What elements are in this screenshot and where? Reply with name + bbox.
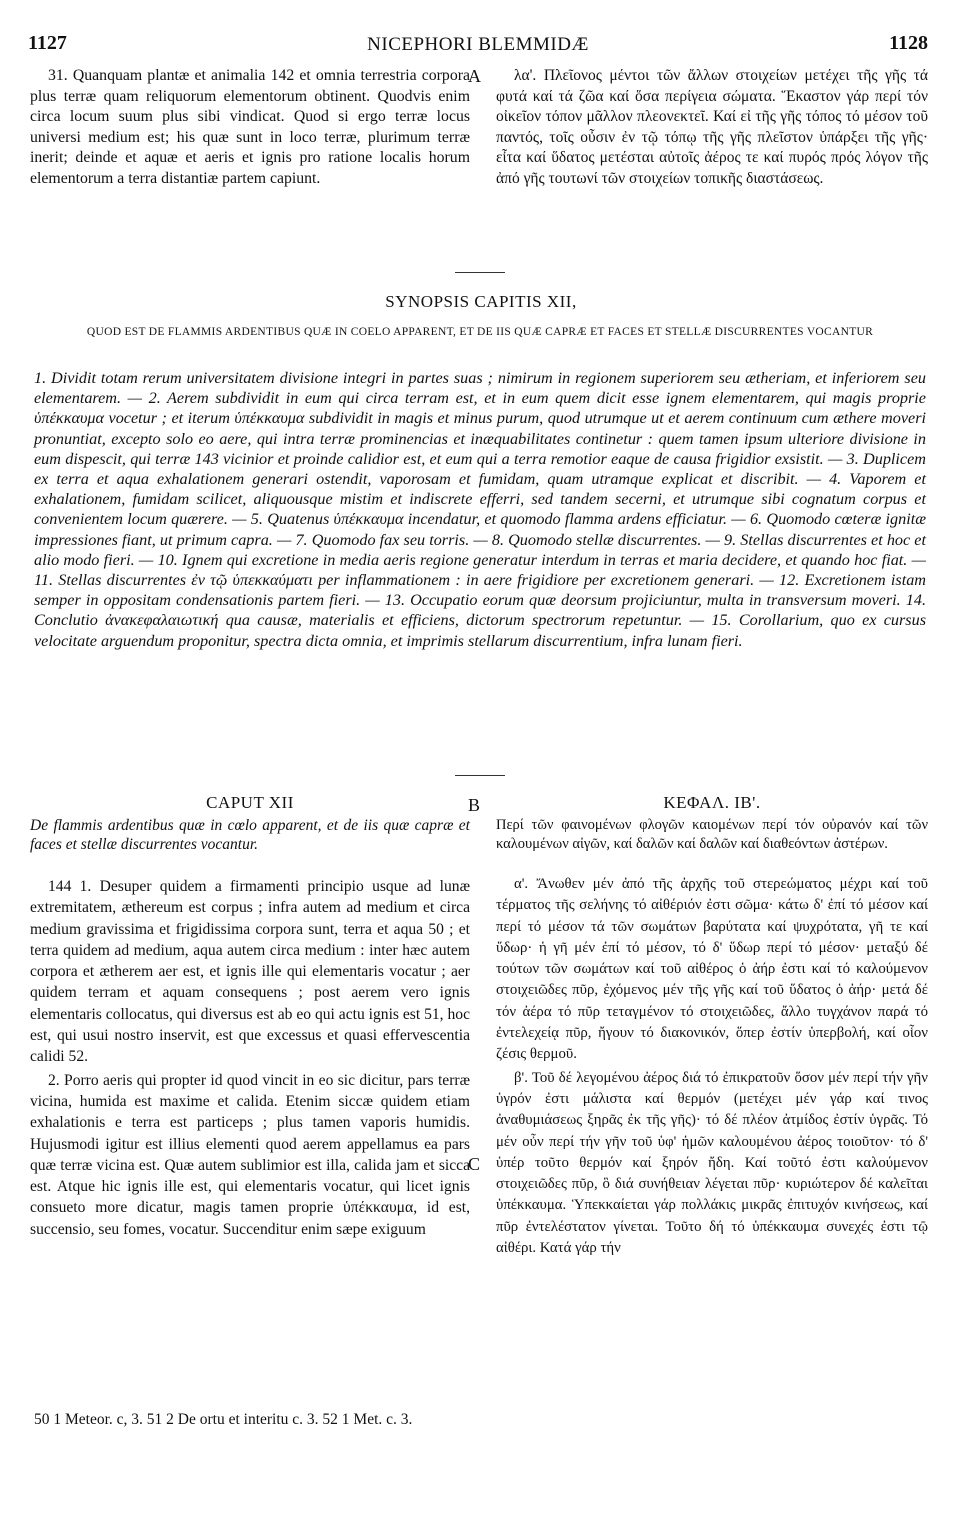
latin-paragraph-31: 31. Quanquam plantæ et animalia 142 et omnia terrestria corpora plus terræ quam reliquorum elementorum obtinent. Quodvis enim circa locum suum plus sibi vindicat. Quod si ergo terræ locus universi medium est; his quæ sunt in loco terræ, plurimum terræ inerit; deinde et aquæ et aeris et ignis pro ratione localis horum elementorum a terra distantiæ partem capiunt. bbox=[30, 67, 470, 187]
greek-column-top bbox=[496, 66, 928, 270]
synopsis-body: 1. Dividit totam rerum universitatem divisione integri in partes suas ; nimirum in regionem superiorem seu ætheriam, et inferiorem seu elementarem. — 2. Aerem subdividit in eum qui circa terram est, et in eum quem dicit esse ignem elementarem, qui magis proprie ὑπέκκαυμα vocetur ; et iterum ὑπέκκαυμα subdividit in magis et minus purum, quod utrumque ut et aerem continuum cum æthere moveri pronuntiat, excepto solo eo aere, qui intra terræ prominencias et inæquabilitates continetur : quem tamen ipsum ulteriore divisione in eum dispescit, qui terræ 143 vicinior et proinde calidior est, et eum qui a terra remotior eaque de causa frigidior exsistit. — 3. Duplicem ex terra et aqua exhalationem generari ostendit, vaporosam et fumidam, quam utramque explicat et discribit. — 4. Vaporem et exhalationem, fumidam scilicet, aliquousque mistim et indiscrete efferri, sed tandem secerni, et utrumque sibi cognatum corpus et convenientem locum quærere. — 5. Quatenus ὑπέκκαυμα incendatur, et quomodo flamma ardens efficiatur. — 6. Quomodo cœteræ ignitæ impressiones fiant, ut primum capra. — 7. Quomodo fax seu torris. — 8. Quomodo stellæ discurrentes. — 9. Stellas discurrentes et hoc et alio modo fieri. — 10. Ignem qui excretione in media aeris regione generatur interdum in terras et maria decidere, et quando hoc fiat. — 11. Stellas discurrentes ἐν τῷ ὑπεκκαύματι per inflammationem : in aere frigidiore per excretionem generari. — 12. Excretionem istam semper in oppositam condensationis partem fieri. — 13. Occupatio eorum quæ deorsum projiciuntur, multa in transversum moveri. 14. Conclutio ἀνακεφαλαιωτική qua causæ, materialis et efficiens, dictorum spectrorum repetuntur. — 15. Corollarium, quo ex cursus velocitate arguendum proponitur, spectra dicta omnia, et imprimis stellarum discurrentium, infra lunam fieri. bbox=[34, 369, 926, 650]
latin-column-top bbox=[30, 66, 470, 270]
greek-column-body bbox=[496, 874, 928, 1414]
margin-marker-a: A bbox=[468, 66, 481, 86]
greek-paragraph-2: β'. Τοῦ δέ λεγομένου ἀέρος διά τό ἐπικρατοῦν ὅσον μέν περί τήν γῆν ὑγρόν ἐστι μάλιστα καί θερμόν (μετέχει μέν γάρ καί τινος ἀναθυμιάσεως ξηρᾶς ἐκ τῆς γῆς)· τό δέ πλέον ἀτμίδος ἐστίν ὑγρᾶς. Τό μέν οὖν περί τήν γῆν τοῦ ὑφ' ἡμῶν καλουμένου ἀέρος τοιοῦτον· τό δ' ὑπέρ τοῦτο θερμόν καί ξηρόν ἤδη. Καί τοῦτό ἐστι καλούμενον στοιχειῶδες πῦρ, ὃ διά συνήθειαν λέγεται πῦρ· κυριώτερον δέ καλεῖται ὑπέκκαυμα. Ὑπεκκαίεται γάρ πολλάκις μικρᾶς ἐπιτυχόν κινήσεως, καί πῦρ ἐντελέστατον γίνεται. Τοῦτο δή τό ὑπέκκαυμα συνεχές ἐστι τῷ αἰθέρι. Κατά γάρ τήν bbox=[496, 1069, 928, 1257]
latin-paragraph-1: 144 1. Desuper quidem a firmamenti principio usque ad lunæ extremitatem, æthereum est corpus ; infra autem ad medium et circa medium gravissima et frigidissima corpora sunt, terra et aqua 50 ; et terra quidem ad medium, aqua autem circa medium : inter hæc autem corpora et ætherem aer est, et ignis ille qui elementaris vocatur ; aer quidem terram et aquam consequens ; post aerem vero ignis elementaris collocatus, qui diversus est ab eo qui actu ignis est 51, hoc est, qui usui nostro inservit, est que excessus et quasi effervescentia calidi 52. bbox=[30, 878, 470, 1066]
synopsis-title: SYNOPSIS CAPITIS XII, bbox=[385, 292, 577, 311]
running-header bbox=[28, 32, 928, 58]
greek-paragraph-31: λα'. Πλεῖονος μέντοι τῶν ἄλλων στοιχείων μετέχει τῆς γῆς τά φυτά καί τά ζῶα καί ὅσα περίγεια σώματα. Ἕκαστον γάρ περί τόν οἰκεῖον τόπον μᾶλλον πλεονεκτεῖ. Καί εἰ τῆς γῆς τόπος τό μέσον τοῦ παντός, τοῖς οὖσιν ἐν τῷ τόπῳ τῆς γῆς πλεῖστον ὑπάρξει τῆς γῆς· εἶτα καί ὕδατος μετέσται αὐτοῖς ἀέρος τε καί πυρός πρός λόγον τῆς ἀπό γῆς τουτωνί τῶν στοιχείων τοπικῆς διαστάσεως. bbox=[496, 67, 928, 187]
footnotes: 50 1 Meteor. c, 3. 51 2 De ortu et interitu c. 3. 52 1 Met. c. 3. bbox=[34, 1411, 413, 1428]
chapter-divider bbox=[455, 775, 505, 776]
margin-marker-c: C bbox=[468, 1154, 481, 1174]
synopsis-subtitle: QUOD EST DE FLAMMIS ARDENTIBUS QUÆ IN COELO APPARENT, ET DE IIS QUÆ CAPRÆ ET FACES ET STELLÆ DISCURRENTES VOCANTUR bbox=[86, 326, 874, 338]
greek-chapter-subtitle: Περί τῶν φαινομένων φλογῶν καιομένων περί τόν οὐρανόν καί τῶν καλουμένων αἰγῶν, καί δαλῶν καί δαλῶν καί διαθεόντων ἀστέρων. bbox=[496, 817, 928, 852]
latin-chapter-title: CAPUT XII bbox=[206, 793, 294, 812]
page-number-right: 1128 bbox=[889, 32, 928, 54]
section-divider bbox=[455, 272, 505, 273]
greek-chapter-title: ΚΕΦΑΛ. ΙΒ'. bbox=[663, 793, 761, 812]
greek-paragraph-1: α'. Ἄνωθεν μέν ἀπό τῆς ἀρχῆς τοῦ στερεώματος μέχρι καί τοῦ τέρματος τῆς σελήνης τό αἰθέριόν ἐστι σῶμα· κάτω δ' ἐπί τό μέσον καί περί τό μέσον τά τῶν σωμάτων βαρύτατα καί ψυχρότατα, γῆ τε καί ὕδωρ· ἡ γῆ μέν ἐπί τό μέσον, τό δ' ὕδωρ περί τό μέσον· μεταξύ δέ τούτων τῶν σωμάτων καί τοῦ αἰθέρος ὁ ἀήρ ἐστι καί τό καλούμενον στοιχειῶδες πῦρ, ἐχόμενος μέν τῆς γῆς καί τοῦ ὕδατος ὁ ἀήρ· μετά δέ τόν ἀέρα τό πῦρ τεταγμένον τό στοιχειῶδες, ἄλλο τυγχάνον παρά τό ἐντελεχείᾳ πῦρ, ἤγουν τό διακονικόν, ὅπερ ἐστίν ὑπερβολή, καί οἷον ζέσις θερμοῦ. bbox=[496, 876, 928, 1063]
section-31 bbox=[0, 0, 962, 204]
latin-chapter-subtitle: De flammis ardentibus quæ in cœlo apparent, et de iis quæ capræ et faces et stellæ discurrentes vocantur. bbox=[30, 817, 470, 853]
latin-column-body bbox=[30, 876, 470, 1406]
margin-marker-b: B bbox=[468, 795, 481, 815]
latin-paragraph-2: 2. Porro aeris qui propter id quod vincit in eo sic dicitur, pars terræ vicina, humida est maxime et calida. Etenim siccæ quidem etiam exhalationis e terra est particeps ; plus tamen vaporis humidis. Hujusmodi igitur est illius elementi quod aerem appellamus ea pars quæ terræ vicina est. Quæ autem sublimior est illa, calida jam et sicca est. Atque hic ignis ille est, qui elementaris vocatur, qui licet ignis consueto more dicatur, magis tamen proprie ὑπέκκαυμα, id est, succensio, seu fomes, vocatur. Succenditur enim sæpe exiguum bbox=[30, 1071, 470, 1238]
page-number-left: 1127 bbox=[28, 32, 67, 54]
running-title: NICEPHORI BLEMMIDÆ bbox=[367, 34, 589, 55]
